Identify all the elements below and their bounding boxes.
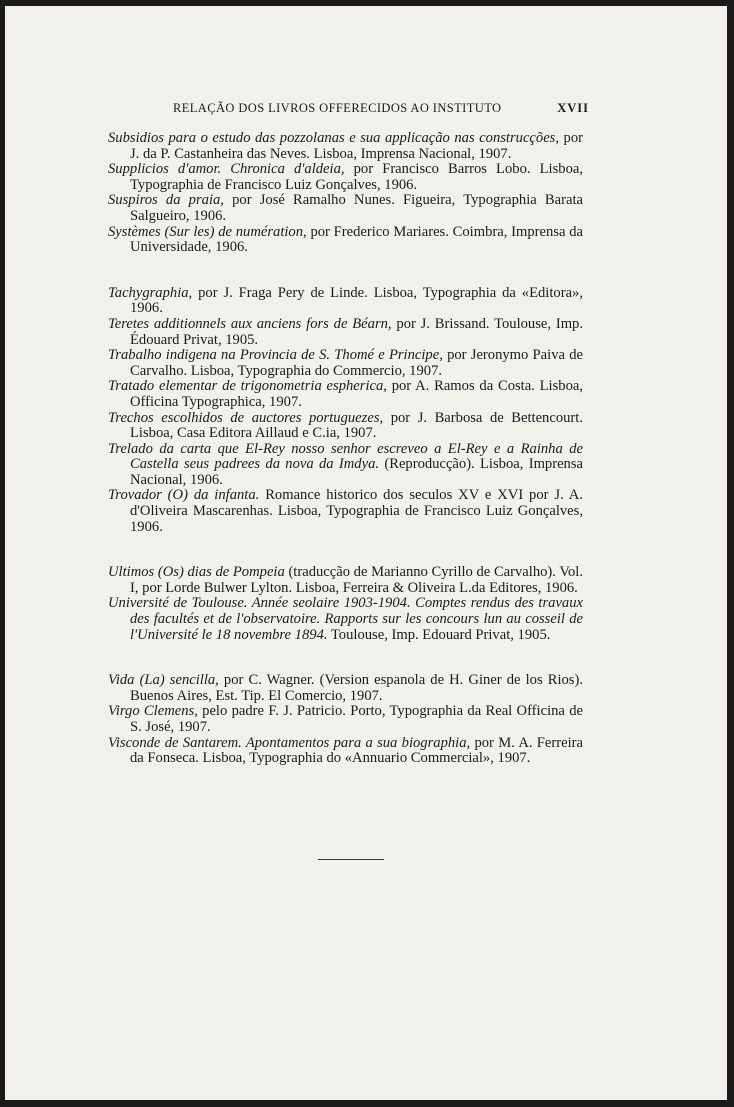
list-item xyxy=(108,317,583,348)
entry-details: por J. Brissand. Toulouse, Imp. Édouard Privat, 1905. xyxy=(130,315,583,348)
bibliography-list xyxy=(108,131,583,767)
entry-title: Suspiros da praia, xyxy=(108,192,224,209)
entry-title: Ultimos (Os) dias de Pompeia xyxy=(108,564,285,581)
entry-details: por Jeronymo Paiva de Carvalho. Lisboa, Typographia do Commercio, 1907. xyxy=(130,347,583,379)
entry-title: Trechos escolhidos de auctores portuguezes, xyxy=(108,409,384,426)
book-page xyxy=(5,6,727,1100)
running-title: RELAÇÃO DOS LIVROS OFFERECIDOS AO INSTITUTO xyxy=(173,101,502,115)
list-item xyxy=(108,488,583,535)
entry-title: Trelado da carta que El-Rey nosso senhor escreveo a El-Rey e a Rainha de Castella seus padrees da nova da Imdya. xyxy=(108,440,583,473)
list-item xyxy=(108,673,583,704)
section-u xyxy=(108,565,583,643)
entry-details: por M. A. Ferreira da Fonseca. Lisboa, Typographia do «Annuario Commercial», 1907. xyxy=(130,734,583,767)
entry-details: por J. Barbosa de Bettencourt. Lisboa, Casa Editora Aillaud e C.ia, 1907. xyxy=(130,409,583,442)
entry-title: Tratado elementar de trigonometria espherica, xyxy=(108,378,387,395)
list-item xyxy=(108,736,583,767)
list-item xyxy=(108,286,583,317)
entry-details: por J. da P. Castanheira das Neves. Lisboa, Imprensa Nacional, 1907. xyxy=(130,130,583,162)
list-item xyxy=(108,442,583,489)
list-item xyxy=(108,162,583,193)
list-item xyxy=(108,596,583,643)
entry-title: Trovador (O) da infanta. xyxy=(108,487,260,504)
list-item xyxy=(108,565,583,596)
entry-title: Université de Toulouse. Année seolaire 1903-1904. Comptes rendus des travaux des facultés et de l'observatoire. Rapports sur les concours lun au cosseil de l'Université le 18 novembre 1894. xyxy=(108,595,583,643)
entry-title: Systèmes (Sur les) de numération, xyxy=(108,223,307,240)
entry-details: por A. Ramos da Costa. Lisboa, Officina Typographica, 1907. xyxy=(130,378,583,410)
entry-details: por C. Wagner. (Version espanola de H. Giner de los Rios). Buenos Aires, Est. Tip. El Comercio, 1907. xyxy=(130,672,583,704)
list-item xyxy=(108,193,583,224)
entry-title: Virgo Clemens, xyxy=(108,703,198,720)
entry-title: Tachygraphia, xyxy=(108,284,193,301)
page-number: XVII xyxy=(557,101,589,115)
entry-details: (Reproducção). Lisboa, Imprensa Nacional, 1906. xyxy=(130,456,584,488)
section-v xyxy=(108,673,583,767)
list-item xyxy=(108,348,583,379)
entry-details: por Francisco Barros Lobo. Lisboa, Typographia de Francisco Luiz Gonçalves, 1906. xyxy=(130,161,583,193)
list-item xyxy=(108,131,583,162)
entry-details: Toulouse, Imp. Edouard Privat, 1905. xyxy=(327,626,551,643)
section-s xyxy=(108,131,583,256)
list-item xyxy=(108,379,583,410)
list-item xyxy=(108,411,583,442)
section-t xyxy=(108,286,583,536)
entry-details: por J. Fraga Pery de Linde. Lisboa, Typographia da «Editora», 1906. xyxy=(130,284,583,317)
entry-title: Visconde de Santarem. Apontamentos para a sua biographia, xyxy=(108,734,471,751)
entry-title: Subsidios para o estudo das pozzolanas e sua applicação nas construcções, xyxy=(108,130,560,146)
entry-title: Teretes additionnels aux anciens fors de Béarn, xyxy=(108,315,392,332)
entry-title: Trabalho indigena na Provincia de S. Thomé e Principe, xyxy=(108,347,443,364)
entry-details: (traducção de Marianno Cyrillo de Carvalho). Vol. I, por Lorde Bulwer Lylton. Lisboa, Ferreira & Oliveira L.da Editores, 1906. xyxy=(130,564,583,596)
entry-details: pelo padre F. J. Patricio. Porto, Typographia da Real Officina de S. José, 1907. xyxy=(130,703,583,735)
entry-details: por Frederico Mariares. Coimbra, Imprensa da Universidade, 1906. xyxy=(130,223,583,256)
list-item xyxy=(108,704,583,735)
entry-title: Supplicios d'amor. Chronica d'aldeia, xyxy=(108,161,345,178)
end-rule-divider xyxy=(318,859,384,860)
entry-title: Vida (La) sencilla, xyxy=(108,672,219,689)
list-item xyxy=(108,225,583,256)
running-header xyxy=(173,101,589,119)
entry-details: Romance historico dos seculos XV e XVI por J. A. d'Oliveira Mascarenhas. Lisboa, Typographia de Francisco Luiz Gonçalves, 1906. xyxy=(130,487,583,535)
entry-details: por José Ramalho Nunes. Figueira, Typographia Barata Salgueiro, 1906. xyxy=(130,192,583,224)
